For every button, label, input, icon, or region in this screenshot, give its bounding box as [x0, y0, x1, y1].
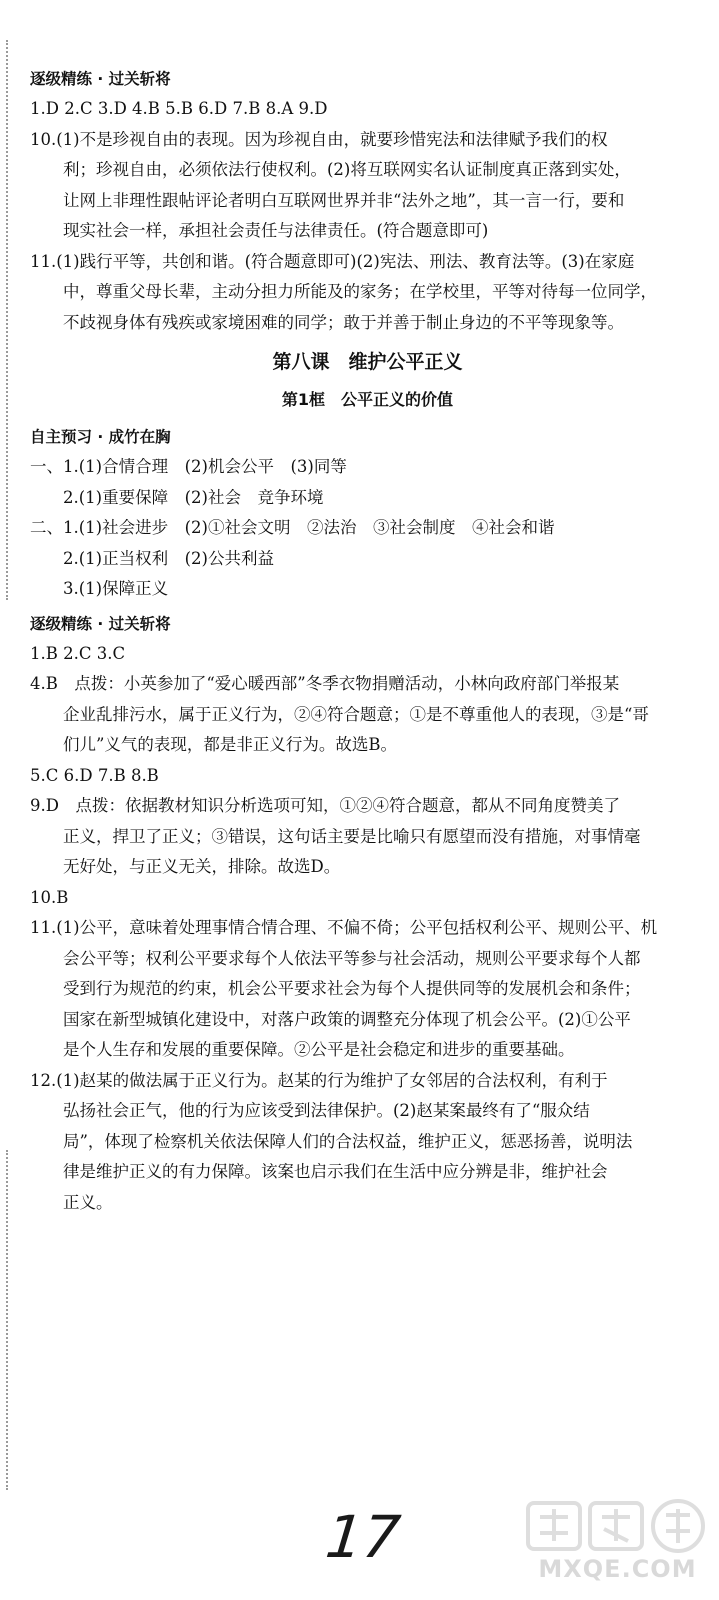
preview-line: 3.(1)保障正义 — [63, 579, 169, 598]
answer-line: 局”，体现了检察机关依法保障人们的合法权益，维护正义，惩恶扬善，说明法 — [63, 1131, 633, 1151]
section-heading-drill-2: 逐级精练 · 过关斩将 — [30, 614, 171, 633]
answer-line: 11.(1)公平，意味着处理事情合情合理、不偏不倚；公平包括权利公平、规则公平、机 — [30, 918, 658, 937]
answer-line: 中，尊重父母长辈，主动分担力所能及的家务；在学校里，平等对待每一位同学， — [63, 282, 657, 301]
preview-line: 二、1.(1)社会进步 (2)①社会文明 ②法治 ③社会制度 ④社会和谐 — [30, 518, 555, 537]
answer-line: 10.(1)不是珍视自由的表现。因为珍视自由，就要珍惜宪法和法律赋予我们的权 — [30, 129, 608, 149]
answer-line: 是个人生存和发展的重要保障。②公平是社会稳定和进步的重要基础。 — [63, 1040, 575, 1059]
section-heading-drill-1: 逐级精练 · 过关斩将 — [30, 70, 171, 88]
binding-edge-bottom — [6, 1150, 8, 1490]
preview-line: 2.(1)正当权利 (2)公共利益 — [63, 548, 274, 568]
handwritten-page-number: 17 — [322, 1503, 404, 1571]
answer-line: 9.D 点拨：依据教材知识分析选项可知，①②④符合题意，都从不同角度赞美了 — [30, 796, 620, 815]
answer-line: 弘扬社会正气，他的行为应该受到法律保护。(2)赵某案最终有了“服众结 — [63, 1101, 590, 1120]
answer-content — [30, 60, 705, 1218]
answer-line: 企业乱排污水，属于正义行为，②④符合题意；①是不尊重他人的表现，③是“哥 — [63, 704, 649, 724]
preview-line: 2.(1)重要保障 (2)社会 竞争环境 — [63, 487, 324, 507]
lesson-title: 第1框 公平正义的价值 — [281, 390, 454, 409]
answer-line: 受到行为规范的约束，机会公平要求社会为每个人提供同等的发展机会和条件； — [63, 979, 641, 998]
answer-line: 不歧视身体有残疾或家境困难的同学；敢于并善于制止身边的不平等现象等。 — [63, 312, 624, 332]
answer-line: 10.B — [30, 887, 69, 907]
answer-line: 11.(1)践行平等，共创和谐。(符合题意即可)(2)宪法、刑法、教育法等。(3)在家庭 — [30, 251, 635, 271]
binding-edge-top — [6, 40, 8, 600]
answer-line: 们儿”义气的表现，都是非正义行为。故选B。 — [63, 735, 398, 754]
watermark-logo — [520, 1495, 715, 1595]
answer-line: 正义，捍卫了正义；③错误，这句话主要是比喻只有愿望而没有措施，对事情毫 — [63, 826, 641, 846]
answer-line: 律是维护正义的有力保障。该案也启示我们在生活中应分辨是非，维护社会 — [63, 1162, 608, 1181]
answer-line: 1.D 2.C 3.D 4.B 5.B 6.D 7.B 8.A 9.D — [30, 99, 328, 118]
answer-line: 让网上非理性跟帖评论者明白互联网世界并非“法外之地”，其一言一行，要和 — [63, 190, 625, 210]
watermark-logo-icon — [520, 1495, 715, 1555]
answer-line: 12.(1)赵某的做法属于正义行为。赵某的行为维护了女邻居的合法权利，有利于 — [30, 1070, 608, 1090]
answer-line: 会公平等；权利公平要求每个人依法平等参与社会活动，规则公平要求每个人都 — [63, 948, 641, 968]
preview-line: 一、1.(1)合情合理 (2)机会公平 (3)同等 — [30, 457, 347, 476]
section-heading-preview: 自主预习 · 成竹在胸 — [30, 428, 171, 446]
answer-line: 正义。 — [63, 1192, 113, 1212]
answer-line: 5.C 6.D 7.B 8.B — [30, 765, 159, 785]
chapter-title: 第八课 维护公平正义 — [272, 351, 463, 373]
answer-line: 利；珍视自由，必须依法行使权利。(2)将互联网实名认证制度真正落到实处， — [63, 160, 631, 179]
answer-line: 无好处，与正义无关，排除。故选D。 — [63, 857, 341, 876]
answer-line: 4.B 点拨：小英参加了“爱心暖西部”冬季衣物捐赠活动，小林向政府部门举报某 — [30, 674, 620, 693]
answer-line: 1.B 2.C 3.C — [30, 643, 126, 663]
watermark-text: MXQE.COM — [538, 1555, 697, 1583]
answer-line: 国家在新型城镇化建设中，对落户政策的调整充分体现了机会公平。(2)①公平 — [63, 1009, 631, 1029]
answer-line: 现实社会一样，承担社会责任与法律责任。(符合题意即可) — [63, 221, 489, 240]
